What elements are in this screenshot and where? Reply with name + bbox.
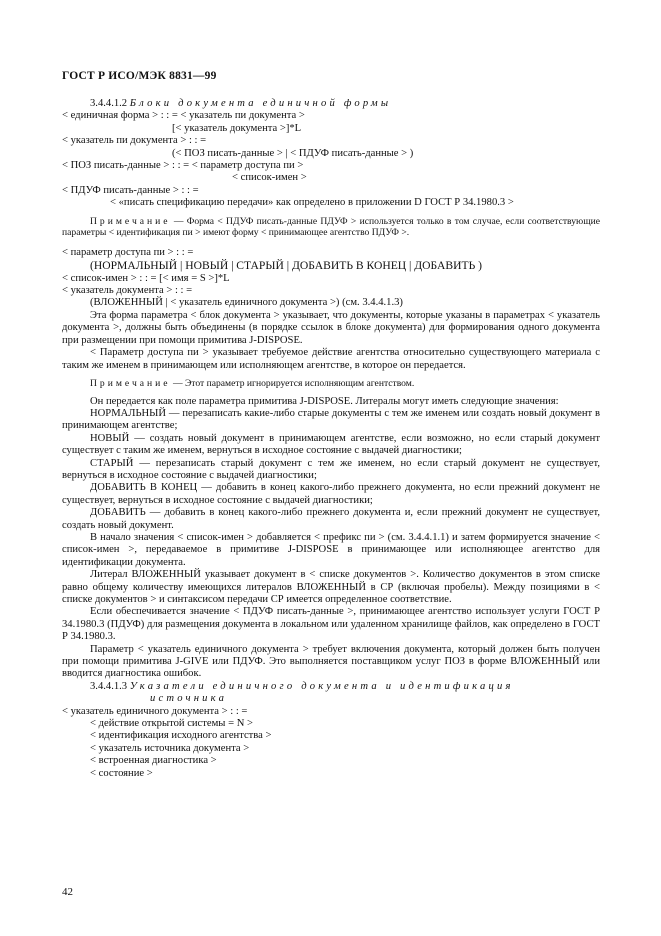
- section-title: Указатели единичного документа и идентификация: [129, 680, 514, 692]
- section-title: Блоки документа единичной формы: [129, 98, 392, 109]
- page-content: [62, 98, 600, 780]
- note-text: — Форма < ПДУФ писать-данные ПДУФ > используется только в том случае, если соответствующие параметры < идентификация пи > имеют форму < принимающее агентство ПДУФ >.: [62, 215, 600, 239]
- grammar-line: < указатель источника документа >: [90, 742, 250, 754]
- note: [62, 378, 600, 390]
- section-title-continued: источника: [150, 693, 228, 705]
- paragraph: НОРМАЛЬНЫЙ — перезаписать какие-либо старые документы с тем же именем или создать новый документ в принимающем агентстве;: [62, 407, 600, 432]
- paragraph: Эта форма параметра < блок документа > указывает, что документы, которые указаны в параметрах < указатель документа >, должны быть объединены (в порядке ссылок в блоке документа) для формирования одного документа при размещении при помощи примитива J-DISPOSE.: [62, 309, 600, 346]
- paragraph: Литерал ВЛОЖЕННЫЙ указывает документ в < списке документов >. Количество документов в этом списке равно общему количеству имеющихся литералов ВЛОЖЕННЫЙ в СР (включая пробелы). Между позициями в < списке документов > и синтаксисом передачи СР имеется определенное соответствие.: [62, 569, 600, 605]
- section-number: 3.4.4.1.2: [90, 98, 128, 109]
- page-number: 42: [62, 886, 73, 898]
- grammar-line: < идентификация исходного агентства >: [90, 730, 272, 742]
- grammar-line: < ПДУФ писать-данные > : : =: [62, 184, 199, 196]
- note-label: Примечание: [90, 377, 171, 389]
- grammar-line: (НОРМАЛЬНЫЙ | НОВЫЙ | СТАРЫЙ | ДОБАВИТЬ В КОНЕЦ | ДОБАВИТЬ ): [90, 259, 483, 273]
- grammar-line: < встроенная диагностика >: [90, 755, 217, 767]
- note-label: Примечание: [90, 215, 171, 227]
- paragraph: < Параметр доступа пи > указывает требуемое действие агентства относительно существующего материала с таким же именем в принимающем или исполняющем агентстве, в которое он передается.: [62, 347, 600, 371]
- paragraph: Он передается как поле параметра примитива J-DISPOSE. Литералы могут иметь следующие значения:: [90, 395, 559, 407]
- paragraph: НОВЫЙ — создать новый документ в принимающем агентстве, если возможно, но если старый документ существует с таким же именем, вернуться в исходное состояние с выдачей диагностики;: [62, 432, 600, 457]
- paragraph: ДОБАВИТЬ В КОНЕЦ — добавить в конец какого-либо прежнего документа, но если прежний документ не существует, вернуться в исходное состояние с выдачей диагностики;: [62, 482, 600, 506]
- grammar-line: < действие открытой системы = N >: [90, 718, 253, 730]
- grammar-line: < параметр доступа пи > : : =: [62, 246, 194, 258]
- note-text: — Этот параметр игнорируется исполняющим агентством.: [170, 377, 415, 389]
- running-header: ГОСТ Р ИСО/МЭК 8831—99: [62, 70, 217, 82]
- grammar-line: < список-имен >: [232, 172, 307, 184]
- paragraph: Если обеспечивается значение < ПДУФ писать-данные >, принимающее агентство использует услуги ГОСТ Р 34.1980.3 (ПДУФ) для размещения документа в локальном или удаленном хранилище файлов, как определено в ГОСТ Р 34.1980.3.: [62, 606, 600, 643]
- grammar-line: < указатель документа > : : =: [62, 285, 193, 297]
- grammar-line: < список-имен > : : = [< имя = S >]*L: [62, 272, 230, 284]
- paragraph: ДОБАВИТЬ — добавить в конец какого-либо прежнего документа и, если прежний документ не существует, создать новый документ.: [62, 507, 600, 531]
- grammar-line: (ВЛОЖЕННЫЙ | < указатель единичного документа >) (см. 3.4.4.1.3): [90, 297, 403, 309]
- grammar-line: < единичная форма > : : = < указатель пи документа >: [62, 110, 305, 122]
- note: [62, 216, 600, 239]
- section-heading: [62, 681, 600, 693]
- paragraph: Параметр < указатель единичного документа > требует включения документа, который должен быть получен при помощи примитива J-GIVE или ПДУФ. Это выполняется поставщиком услуг ПОЗ в форме ВЛОЖЕННЫЙ или вводится диагностика ошибок.: [62, 643, 600, 680]
- section-heading: [62, 98, 600, 110]
- grammar-line: < состояние >: [90, 767, 153, 779]
- grammar-line: < указатель пи документа > : : =: [62, 135, 207, 147]
- grammar-line: < «писать спецификацию передачи» как определено в приложении D ГОСТ Р 34.1980.3 >: [110, 197, 514, 209]
- paragraph: СТАРЫЙ — перезаписать старый документ с тем же именем, но если старый документ не существует, вернуться в исходное состояние с выдачей диагностики;: [62, 457, 600, 481]
- section-heading-continued: [62, 693, 600, 705]
- section-number: 3.4.4.1.3: [90, 680, 128, 692]
- grammar-line: [< указатель документа >]*L: [172, 122, 302, 134]
- grammar-line: < указатель единичного документа > : : =: [62, 705, 248, 717]
- grammar-line: < ПОЗ писать-данные > : : = < параметр доступа пи >: [62, 160, 304, 172]
- grammar-line: (< ПОЗ писать-данные > | < ПДУФ писать-данные > ): [172, 147, 414, 159]
- paragraph: В начало значения < список-имен > добавляется < префикс пи > (см. 3.4.4.1.1) и затем формируется значение < список-имен >, передаваемое в примитиве J-DISPOSE в принимающее или исполняющее агентство для идентификации документа.: [62, 531, 600, 568]
